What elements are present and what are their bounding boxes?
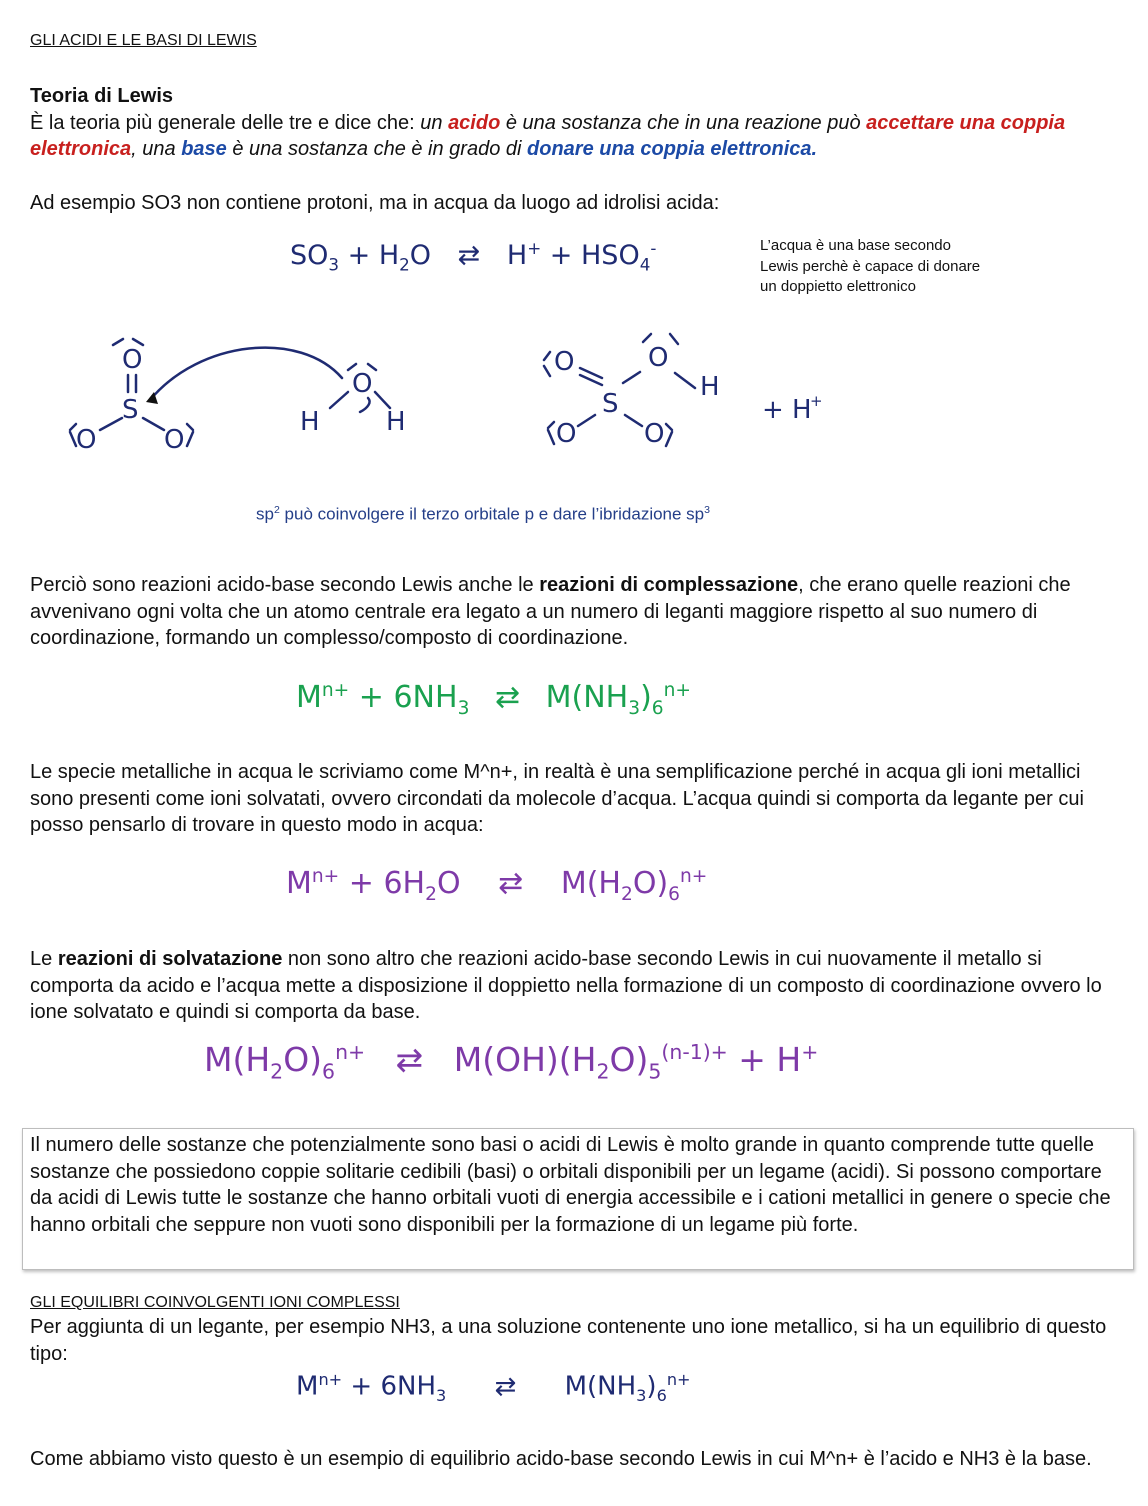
hybridization-caption: $sp^2$ può coinvolgere il terzo orbitale p e dare l’ibridazione $sp^3$ <box>256 504 710 524</box>
oxygen-atom: O <box>644 419 665 449</box>
intro-paragraph <box>30 110 1115 163</box>
lewis-structure-diagram <box>50 330 910 480</box>
intro-section <box>30 83 1115 163</box>
metal-species-paragraph: Le specie metalliche in acqua le scriviamo come M^n+, in realtà è una semplificazione perché in acqua gli ioni metallici sono presenti come ioni solvatati, ovvero circondati da molecole d’acqua. L’acqua quindi si comporta da legante per cui posso pensarlo di trovare in questo modo in acqua: <box>30 761 1084 836</box>
plus-proton: + H <box>762 395 812 425</box>
equation-complexation-nh3: $M^{n+} + 6NH_3$ ⇄ $M(NH_3)_6^{n+}$ <box>296 680 692 719</box>
complexation-paragraph: Perciò sono reazioni acido-base secondo Lewis anche le reazioni di complessazione, che erano quelle reazioni che avvenivano ogni volta che un atomo centrale era legato a un numero di leganti maggiore rispetto al suo numero di coordinazione, formando un complesso/composto di coordinazione. <box>30 574 1071 649</box>
svg-text:+: + <box>810 392 823 410</box>
equilibrium-arrow: ⇄ <box>457 240 481 271</box>
sulfur-atom: S <box>122 395 139 425</box>
equilibrium-arrow: ⇄ <box>498 866 524 901</box>
complexation-term: reazioni di complessazione <box>539 574 799 596</box>
section2-paragraph: Per aggiunta di un legante, per esempio NH3, a una soluzione contenente uno ione metallico, si ha un equilibrio di questo tipo: <box>30 1316 1107 1365</box>
intro-text: un <box>420 111 449 134</box>
equilibrium-arrow: ⇄ <box>494 1371 517 1402</box>
oxygen-atom: O <box>556 419 577 449</box>
oxygen-atom: O <box>554 347 575 377</box>
solvation-paragraph: Le reazioni di solvatazione non sono altro che reazioni acido-base secondo Lewis in cui nuovamente il metallo si comporta da acido e l’acqua mette a disposizione il doppietto nella formazione di un composto di coordinazione ovvero lo ione solvatato e quindi si comporta da base. <box>30 948 1102 1023</box>
info-box-text: Il numero delle sostanze che potenzialmente sono basi o acidi di Lewis è molto grande in quanto comprende tutte quelle sostanze che possiedono coppie solitarie cedibili (basi) o orbitali disponibili per un legame (acidi). Si possono comportare da acidi di Lewis tutte le sostanze che hanno orbitali vuoti di energia accessibile e i cationi metallici in genere o specie che hanno orbitali che seppure non vuoti sono disponibili per la formazione di un legame più forte. <box>30 1134 1111 1236</box>
oxygen-atom: O <box>352 369 373 399</box>
intro-text: , una <box>131 138 182 160</box>
equation-so3-hydrolysis: $SO_3 + H_2O$ ⇄ $H^+ + HSO_4^-$ <box>290 238 657 275</box>
acid-definition: accettare una coppia elettronica <box>30 111 1066 160</box>
oxygen-atom: O <box>76 425 97 455</box>
closing-paragraph: Come abbiamo visto questo è un esempio di equilibrio acido-base secondo Lewis in cui M^n+ è l’acido e NH3 è la base. <box>30 1448 1092 1470</box>
equilibrium-arrow: ⇄ <box>395 1040 424 1079</box>
side-note: L’acqua è una base secondo Lewis perchè è capace di donare un doppietto elettronico <box>760 237 981 295</box>
equation-hydration: $M^{n+} + 6H_2O$ ⇄ $M(H_2O)_6^{n+}$ <box>286 866 708 905</box>
document-title: GLI ACIDI E LE BASI DI LEWIS <box>30 32 257 49</box>
section-heading: Teoria di Lewis <box>30 85 173 107</box>
equation-hydrolysis-aquo: $M(H_2O)_6^{n+}$ ⇄ $M(OH)(H_2O)_5^{(n-1)+} + H^+$ <box>204 1040 819 1084</box>
base-definition: donare una coppia elettronica. <box>527 138 818 160</box>
example-paragraph: Ad esempio SO3 non contiene protoni, ma in acqua da luogo ad idrolisi acida: <box>30 192 720 214</box>
intro-text: È la teoria più generale delle tre e dice che: <box>30 111 421 134</box>
section-title: GLI EQUILIBRI COINVOLGENTI IONI COMPLESSI <box>30 1294 400 1311</box>
base-term: base <box>181 138 227 160</box>
equation-complexation-nh3-2: $M^{n+} + 6NH_3$ ⇄ $M(NH_3)_6^{n+}$ <box>296 1370 691 1405</box>
oxygen-atom: O <box>122 345 143 375</box>
equilibrium-arrow: ⇄ <box>494 680 521 715</box>
intro-text: è una sostanza che è in grado di <box>226 138 528 160</box>
oxygen-atom: O <box>164 425 185 455</box>
sulfur-atom: S <box>602 389 619 419</box>
hydrogen-atom: H <box>386 407 406 437</box>
acid-term: acido <box>448 111 501 134</box>
solvation-term: reazioni di solvatazione <box>57 948 283 970</box>
hydrogen-atom: H <box>700 372 720 402</box>
oxygen-atom: O <box>648 343 669 373</box>
intro-text: è una sostanza che in una reazione può <box>500 111 867 134</box>
hydrogen-atom: H <box>300 407 320 437</box>
